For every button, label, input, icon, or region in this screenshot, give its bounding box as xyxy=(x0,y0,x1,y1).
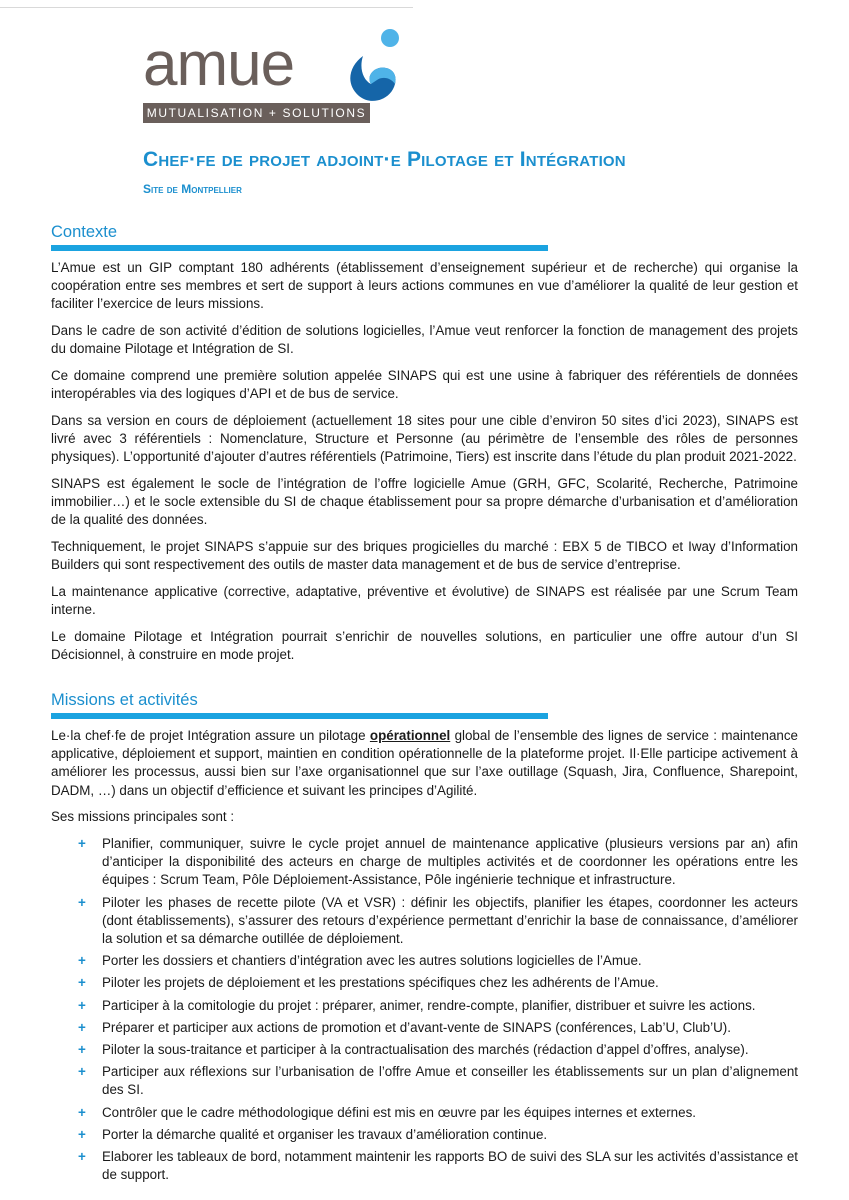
paragraph: Ce domaine comprend une première solution appelée SINAPS qui est une usine à fabriquer des référentiels de données interopérables via des logiques d’API et de bus de service. xyxy=(51,368,798,402)
list-item xyxy=(51,1148,798,1184)
list-item-text: Participer aux réflexions sur l’urbanisation de l’offre Amue et conseiller les établissements sur un plan d’alignement des SI. xyxy=(102,1064,798,1098)
list-item-text: Piloter les projets de déploiement et les prestations spécifiques chez les adhérents de l’Amue. xyxy=(102,975,659,991)
missions-lead: Ses missions principales sont : xyxy=(51,809,235,825)
plus-bullet-icon: + xyxy=(78,1149,86,1165)
plus-bullet-icon: + xyxy=(78,1126,86,1142)
section-heading-contexte xyxy=(51,222,551,251)
plus-bullet-icon: + xyxy=(78,1019,86,1035)
section-title: Contexte xyxy=(51,223,118,241)
list-item-text: Porter les dossiers et chantiers d’intégration avec les autres solutions logicielles de l’Amue. xyxy=(102,953,642,969)
missions-intro xyxy=(51,727,798,800)
list-item-text: Contrôler que le cadre méthodologique défini est mis en œuvre par les équipes internes et externes. xyxy=(102,1104,696,1120)
paragraph: L’Amue est un GIP comptant 180 adhérents (établissement d’enseignement supérieur et de recherche) qui organise la coopération entre ses membres et sert de support à leurs actions communes en vue d’améliorer la qualité de leur gestion et faciliter l’exercice de leurs missions. xyxy=(51,260,798,312)
list-item-text: Piloter la sous-traitance et participer à la contractualisation des marchés (rédaction d’appel d’offres, analyse). xyxy=(102,1042,749,1058)
intro-emphasis: opérationnel xyxy=(369,728,451,743)
logo-wordmark: amue xyxy=(143,30,295,99)
section-heading-missions xyxy=(51,690,551,719)
list-item xyxy=(51,835,798,890)
paragraph: Dans le cadre de son activité d’édition de solutions logicielles, l’Amue veut renforcer la fonction de management des projets du domaine Pilotage et Intégration de SI. xyxy=(51,323,798,357)
list-item-text: Piloter les phases de recette pilote (VA et VSR) : définir les objectifs, planifier les étapes, coordonner les acteurs (dont établissements), s’assurer des retours d’expérience permettant d’enrichir la base de connaissance, d’améliorer la solution et sa démarche outillée de déploiement. xyxy=(102,894,798,947)
missions-list xyxy=(51,835,798,1184)
list-item xyxy=(51,1019,798,1037)
plus-bullet-icon: + xyxy=(78,975,86,991)
plus-bullet-icon: + xyxy=(78,1104,86,1120)
plus-bullet-icon: + xyxy=(78,1042,86,1058)
paragraph: La maintenance applicative (corrective, adaptative, préventive et évolutive) de SINAPS est réalisée par une Scrum Team interne. xyxy=(51,584,798,618)
job-site: Site de Montpellier xyxy=(143,182,242,196)
job-title: Chef·fe de projet adjoint·e Pilotage et Intégration xyxy=(143,148,626,171)
list-item xyxy=(51,952,798,970)
list-item xyxy=(51,974,798,992)
list-item-text: Participer à la comitologie du projet : préparer, animer, rendre-compte, planifier, distribuer et suivre les actions. xyxy=(102,997,756,1013)
plus-bullet-icon: + xyxy=(78,894,86,910)
list-item-text: Planifier, communiquer, suivre le cycle projet annuel de maintenance applicative (plusieurs versions par an) afin d’anticiper la disponibilité des acteurs en charge de multiples activités et de coordonner les opérations entre les équipes : Scrum Team, Pôle Déploiement-Assistance, Pôle ingénierie technique et infrastructure. xyxy=(102,836,798,888)
plus-bullet-icon: + xyxy=(78,1064,86,1080)
list-item xyxy=(51,1063,798,1099)
paragraph: Dans sa version en cours de déploiement (actuellement 18 sites pour une cible d’environ 50 sites d’ici 2023), SINAPS est livré avec 3 référentiels : Nomenclature, Structure et Personne (au périmètre de l’ensemble des rôles de personnes physiques). L’opportunité d’ajouter d’autres référentiels (Patrimoine, Tiers) est inscrite dans l’étude du plan produit 2021-2022. xyxy=(51,412,798,465)
section-divider-bar xyxy=(51,713,548,719)
plus-bullet-icon: + xyxy=(78,953,86,969)
section-divider-bar xyxy=(51,245,548,251)
paragraph: SINAPS est également le socle de l’intégration de l’offre logicielle Amue (GRH, GFC, Scolarité, Recherche, Patrimoine immobilier…) et le socle extensible du SI de chaque établissement pour sa propre démarche d’urbanisation et d’amélioration de la qualité des données. xyxy=(51,476,798,528)
logo-tagline: MUTUALISATION + SOLUTIONS xyxy=(143,103,370,123)
list-item xyxy=(51,894,798,949)
list-item xyxy=(51,1104,798,1122)
missions-body xyxy=(51,727,798,1188)
list-item-text: Porter la démarche qualité et organiser les travaux d’amélioration continue. xyxy=(102,1126,548,1142)
list-item xyxy=(51,1126,798,1144)
intro-text: global de l’ensemble des lignes de service : maintenance applicative, déploiement et support, maintien en condition opérationnelle de la plateforme projet. Il·Elle participe activement à améliorer les processus, aussi bien sur l’axe organisationnel que sur l’axe outillage (Squash, Jira, Confluence, Sharepoint, DADM, …) dans un objectif d’efficience et suivant les principes d’Agilité. xyxy=(51,728,798,798)
plus-bullet-icon: + xyxy=(78,997,86,1013)
contexte-body xyxy=(51,259,798,673)
top-rule xyxy=(0,7,413,8)
amue-logo xyxy=(143,22,413,126)
list-item xyxy=(51,997,798,1015)
section-title: Missions et activités xyxy=(51,691,198,709)
logo-droplet-icon xyxy=(341,26,411,106)
intro-text: Le·la chef·fe de projet Intégration assure un pilotage xyxy=(51,728,370,743)
paragraph: Techniquement, le projet SINAPS s’appuie sur des briques progicielles du marché : EBX 5 de TIBCO et Iway d’Information Builders qui sont respectivement des outils de master data management et de bus de service d’entreprise. xyxy=(51,539,798,573)
list-item xyxy=(51,1041,798,1059)
paragraph: Le domaine Pilotage et Intégration pourrait s’enrichir de nouvelles solutions, en particulier une offre autour d’un SI Décisionnel, à construire en mode projet. xyxy=(51,628,798,663)
plus-bullet-icon: + xyxy=(78,836,86,852)
list-item-text: Elaborer les tableaux de bord, notamment maintenir les rapports BO de suivi des SLA sur les activités d’assistance et de support. xyxy=(102,1149,798,1183)
list-item-text: Préparer et participer aux actions de promotion et d’avant-vente de SINAPS (conférences, Lab’U, Club’U). xyxy=(102,1019,731,1035)
